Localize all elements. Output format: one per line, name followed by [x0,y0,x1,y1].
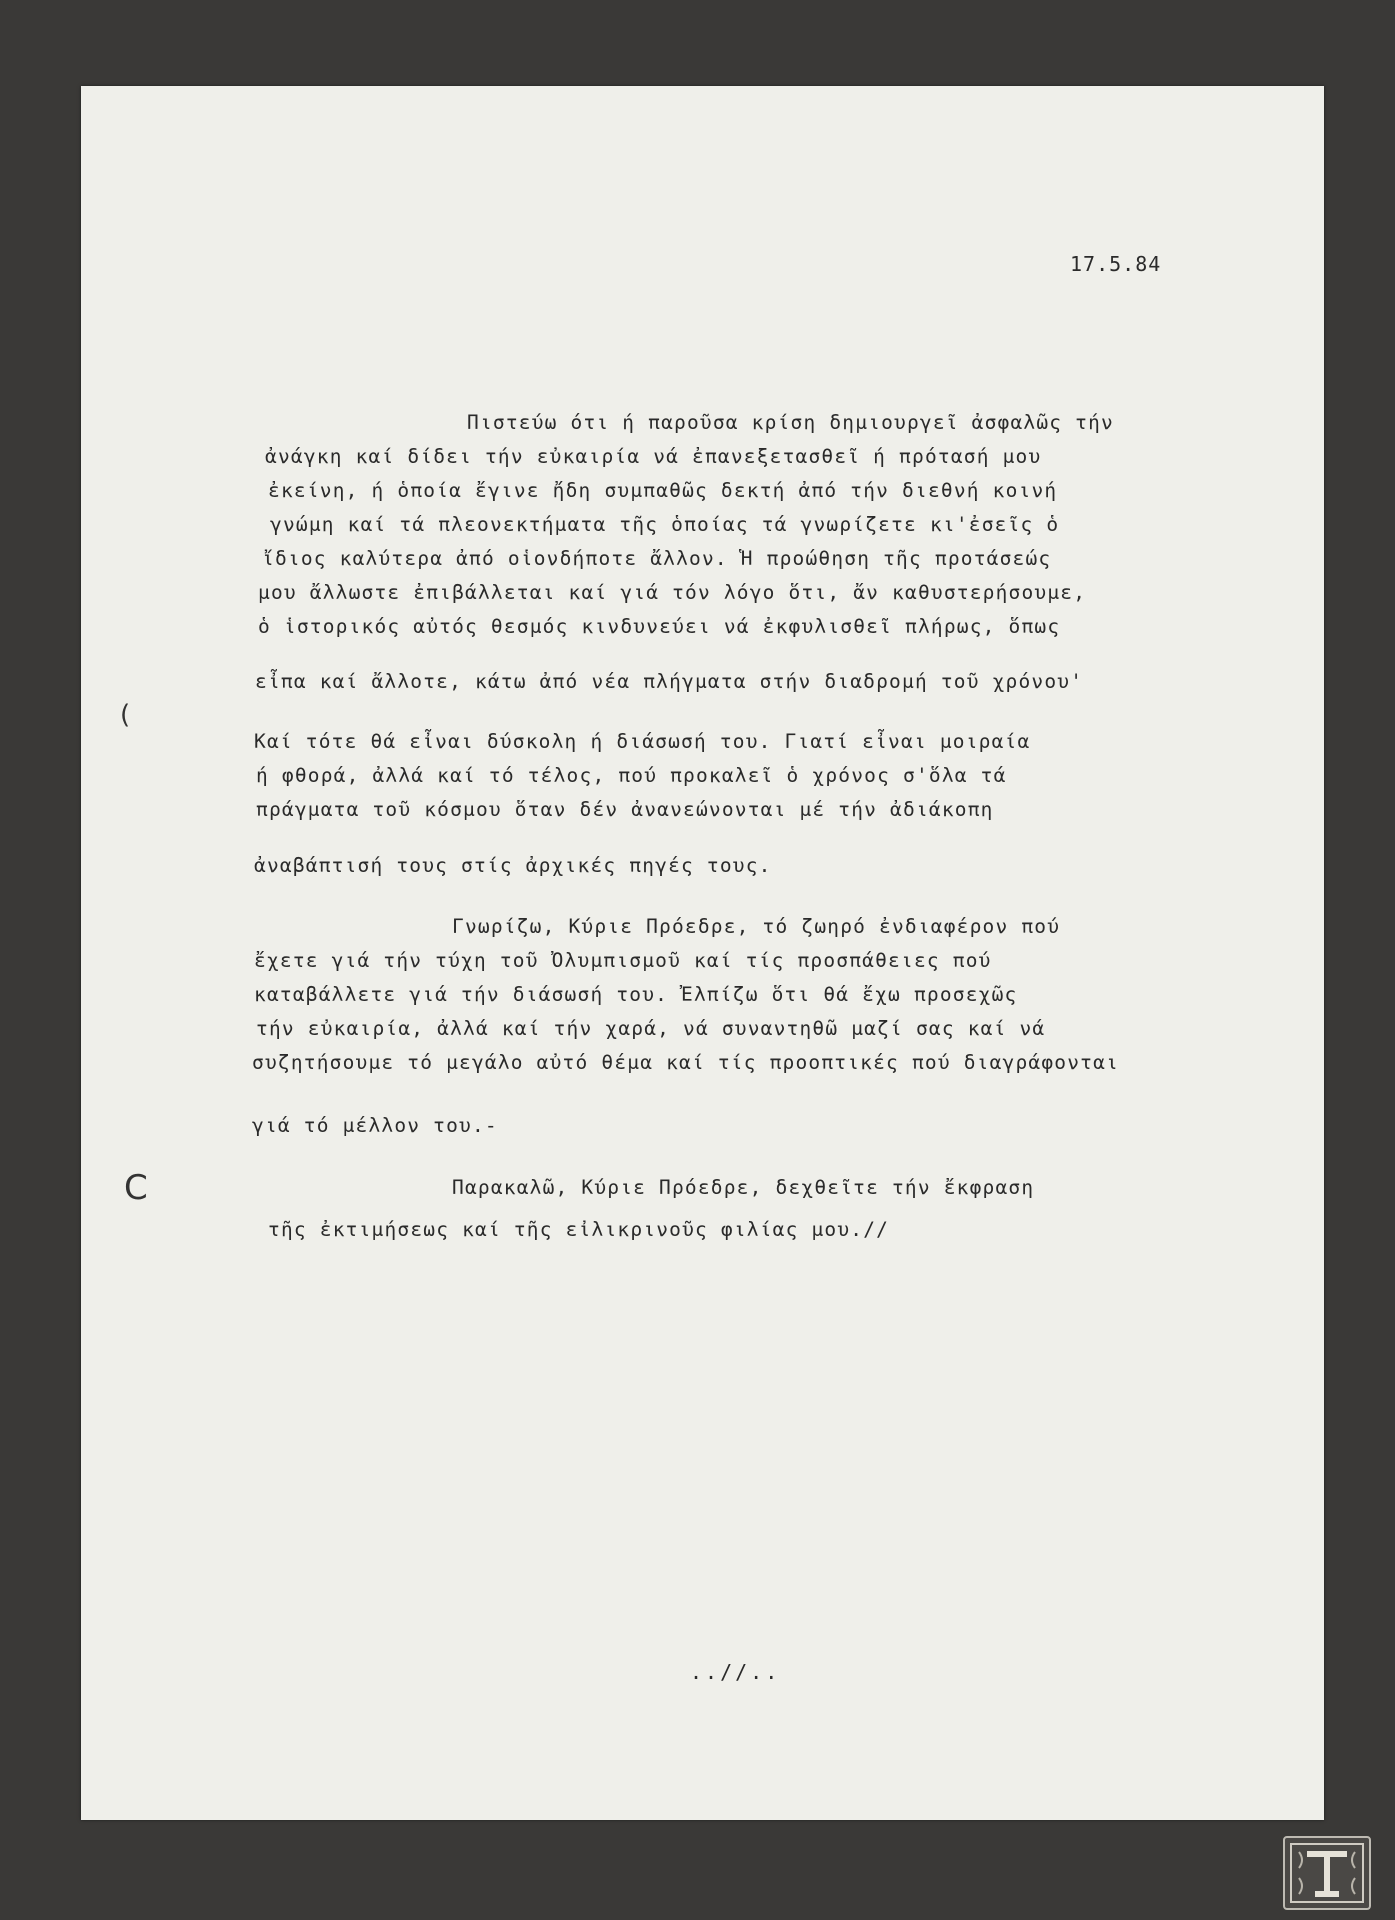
letter-line: γιά τό μέλλον του.- [252,1114,498,1137]
letter-line: εἶπα καί ἄλλοτε, κάτω ἀπό νέα πλήγματα στήν διαδρομή τοῦ χρόνου' [255,670,1084,693]
letter-line: Πιστεύω ότι ή παροῦσα κρίση δημιουργεῖ ἀσφαλῶς τήν [467,411,1114,434]
page-continuation-marker: ..//.. [690,1660,781,1684]
letter-line: καταβάλλετε γιά τήν διάσωσή του. Ἐλπίζω ὅτι θά ἔχω προσεχῶς [254,983,1018,1006]
letter-line: τήν εὐκαιρία, ἀλλά καί τήν χαρά, νά συναντηθῶ μαζί σας καί νά [256,1017,1046,1040]
letter-line: ἀνάγκη καί δίδει τήν εὐκαιρία νά ἐπανεξετασθεῖ ή πρότασή μου [265,445,1042,468]
letter-line: ή φθορά, ἀλλά καί τό τέλος, πού προκαλεῖ ὁ χρόνος σ'ὅλα τά [256,764,1007,787]
archive-logo [1283,1836,1371,1910]
letter-line: ἴδιος καλύτερα ἀπό οἱονδήποτε ἄλλον. Ἡ προώθηση τῆς προτάσεώς [262,547,1052,570]
letter-line: ἀναβάπτισή τους στίς ἀρχικές πηγές τους. [254,854,772,877]
letter-date: 17.5.84 [1070,252,1162,276]
margin-bracket-mark: C [124,1168,148,1208]
margin-bracket-mark: ( [120,700,131,730]
letter-line: Καί τότε θά εἶναι δύσκολη ή διάσωσή του. Γιατί εἶναι μοιραία [254,730,1031,753]
letter-line: Παρακαλῶ, Κύριε Πρόεδρε, δεχθεῖτε τήν ἔκφραση [452,1176,1035,1199]
letter-line: Γνωρίζω, Κύριε Πρόεδρε, τό ζωηρό ἐνδιαφέρον πού [452,915,1061,938]
letter-line: μου ἄλλωστε ἐπιβάλλεται καί γιά τόν λόγο ὅτι, ἄν καθυστερήσουμε, [258,581,1087,604]
letter-line: πράγματα τοῦ κόσμου ὅταν δέν ἀνανεώνονται μέ τήν ἀδιάκοπη [256,798,994,821]
letter-line: ἐκείνη, ή ὁποία ἔγινε ἤδη συμπαθῶς δεκτή ἀπό τήν διεθνή κοινή [268,479,1058,502]
letter-line: γνώμη καί τά πλεονεκτήματα τῆς ὁποίας τά γνωρίζετε κι'ἐσεῖς ὁ [270,513,1060,536]
letter-line: τῆς ἐκτιμήσεως καί τῆς εἰλικρινοῦς φιλίας μου.// [268,1218,890,1241]
letter-line: συζητήσουμε τό μεγάλο αὐτό θέμα καί τίς προοπτικές πού διαγράφονται [252,1051,1119,1074]
letter-line: ὁ ἱστορικός αὐτός θεσμός κινδυνεύει νά ἐκφυλισθεῖ πλήρως, ὅπως [258,615,1061,638]
letter-line: ἔχετε γιά τήν τύχη τοῦ Ὀλυμπισμοῦ καί τίς προσπάθειες πού [254,949,992,972]
